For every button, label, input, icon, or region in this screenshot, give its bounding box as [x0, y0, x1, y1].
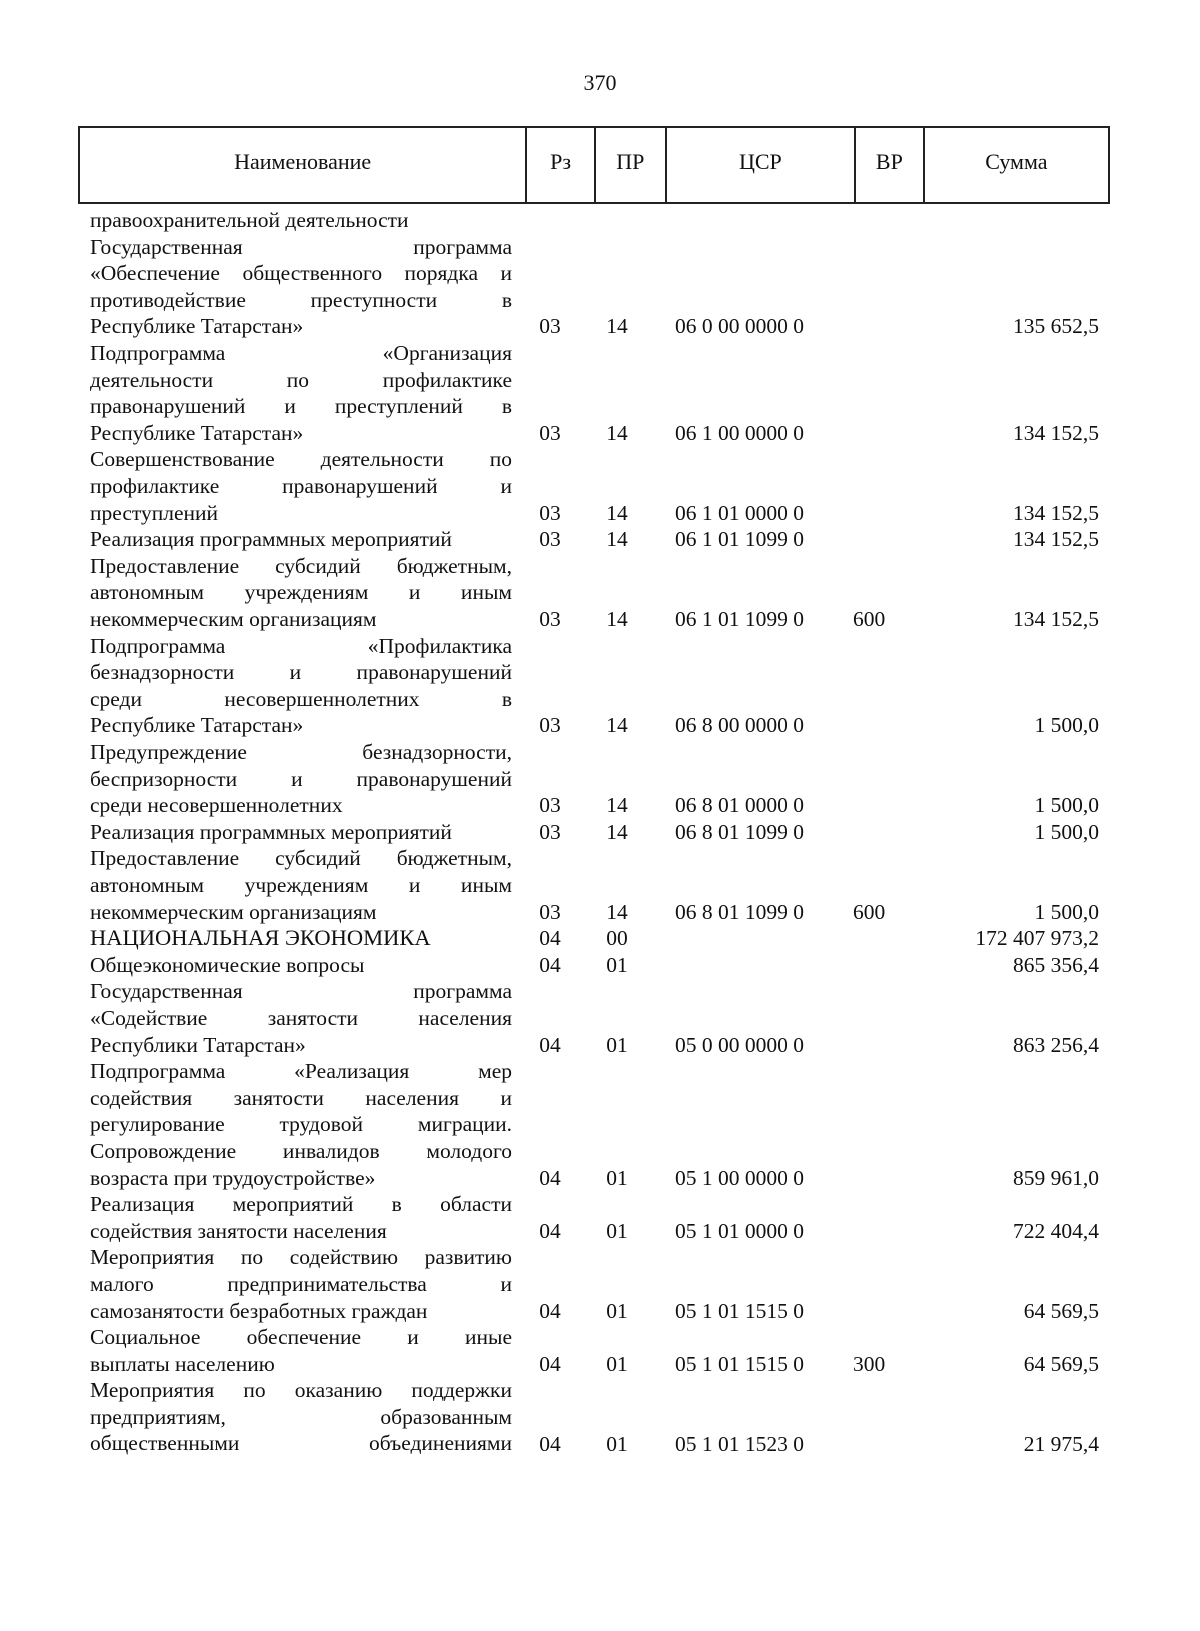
row-name-line: предприятиям, образованным [90, 1404, 512, 1429]
row-pr: 00 [606, 926, 628, 951]
row-name [90, 446, 512, 526]
row-name [90, 1377, 512, 1457]
row-rz: 03 [539, 713, 561, 738]
page-number: 370 [583, 70, 617, 95]
table-row [0, 819, 1200, 846]
row-name-line: Предоставление субсидий бюджетным, [90, 846, 512, 871]
table-row [0, 207, 1200, 234]
row-name-line: Республике Татарстан» [90, 314, 304, 339]
row-name-line: деятельности по профилактике [90, 367, 512, 392]
row-name-line: среди несовершеннолетних [90, 793, 343, 818]
row-sum: 1 500,0 [1034, 793, 1099, 818]
table-row [0, 1191, 1200, 1244]
row-name [90, 1324, 512, 1377]
row-name-line: регулирование трудовой миграции. [90, 1112, 512, 1137]
row-sum: 134 152,5 [1013, 606, 1099, 631]
row-pr: 01 [606, 952, 628, 977]
row-name [90, 1244, 512, 1324]
row-rz: 04 [539, 1218, 561, 1243]
row-sum: 135 652,5 [1013, 314, 1099, 339]
row-pr: 01 [606, 1165, 628, 1190]
row-csr: 05 1 01 1515 0 [675, 1298, 804, 1323]
table-row [0, 845, 1200, 925]
row-sum: 64 569,5 [1023, 1351, 1099, 1376]
budget-table-body [0, 207, 1200, 1457]
row-name-line: Общеэкономические вопросы [90, 952, 365, 977]
row-rz: 04 [539, 1298, 561, 1323]
row-name [90, 952, 512, 979]
header-csr: ЦСР [667, 128, 856, 202]
row-name [90, 925, 512, 952]
row-rz: 04 [539, 1165, 561, 1190]
row-name-line: правонарушений и преступлений в [90, 394, 512, 419]
row-name [90, 1191, 512, 1244]
table-row [0, 340, 1200, 446]
row-name [90, 1058, 512, 1191]
row-vr: 300 [853, 1351, 886, 1376]
row-sum: 722 404,4 [1013, 1218, 1099, 1243]
table-row [0, 925, 1200, 952]
row-pr: 14 [606, 606, 628, 631]
row-name-line: Подпрограмма «Организация [90, 340, 512, 365]
row-name [90, 845, 512, 925]
row-name-line: Сопровождение инвалидов молодого [90, 1138, 512, 1163]
header-vr: ВР [856, 128, 925, 202]
row-pr: 14 [606, 819, 628, 844]
row-rz: 04 [539, 1351, 561, 1376]
row-name-line: автономным учреждениям и иным [90, 580, 512, 605]
row-pr: 01 [606, 1351, 628, 1376]
row-rz: 03 [539, 606, 561, 631]
row-name [90, 553, 512, 633]
row-pr: 14 [606, 899, 628, 924]
row-name-line: Предоставление субсидий бюджетным, [90, 553, 512, 578]
row-name-line: содействия занятости населения и [90, 1085, 512, 1110]
row-sum: 859 961,0 [1013, 1165, 1099, 1190]
row-name [90, 978, 512, 1058]
table-row [0, 952, 1200, 979]
row-name-line: противодействие преступности в [90, 287, 512, 312]
row-csr: 06 8 01 0000 0 [675, 793, 804, 818]
row-name [90, 234, 512, 340]
row-name-line: «Содействие занятости населения [90, 1005, 512, 1030]
header-rz: Рз [527, 128, 596, 202]
row-csr: 06 8 01 1099 0 [675, 819, 804, 844]
row-name-line: некоммерческим организациям [90, 606, 377, 631]
row-csr: 06 8 00 0000 0 [675, 713, 804, 738]
row-sum: 21 975,4 [1023, 1431, 1099, 1456]
table-header [78, 126, 1110, 204]
row-csr: 06 0 00 0000 0 [675, 314, 804, 339]
row-sum: 1 500,0 [1034, 899, 1099, 924]
row-name-line: выплаты населению [90, 1351, 275, 1376]
row-name-line: малого предпринимательства и [90, 1271, 512, 1296]
row-name-line: Мероприятия по оказанию поддержки [90, 1378, 512, 1403]
row-name-line: Республике Татарстан» [90, 420, 304, 445]
row-name-line: Реализация программных мероприятий [90, 527, 452, 552]
row-pr: 14 [606, 314, 628, 339]
row-sum: 172 407 973,2 [975, 926, 1099, 951]
row-name-line: профилактике правонарушений и [90, 473, 512, 498]
row-pr: 01 [606, 1431, 628, 1456]
table-row [0, 446, 1200, 526]
row-csr: 05 0 00 0000 0 [675, 1032, 804, 1057]
row-vr: 600 [853, 606, 886, 631]
table-row [0, 1377, 1200, 1457]
row-csr: 06 1 01 0000 0 [675, 500, 804, 525]
row-vr: 600 [853, 899, 886, 924]
table-row [0, 978, 1200, 1058]
table-row [0, 234, 1200, 340]
row-name-line: некоммерческим организациям [90, 899, 377, 924]
row-pr: 14 [606, 420, 628, 445]
header-pr: ПР [596, 128, 667, 202]
row-name-line: Республике Татарстан» [90, 713, 304, 738]
row-rz [535, 207, 565, 234]
row-name-line: самозанятости безработных граждан [90, 1298, 428, 1323]
row-name-line: «Обеспечение общественного порядка и [90, 261, 512, 286]
row-rz: 04 [539, 952, 561, 977]
row-rz: 04 [539, 1032, 561, 1057]
row-rz: 03 [539, 527, 561, 552]
row-rz: 03 [539, 793, 561, 818]
table-row [0, 1244, 1200, 1324]
row-name-line: безнадзорности и правонарушений [90, 660, 512, 685]
row-name-line: Подпрограмма «Профилактика [90, 633, 512, 658]
row-sum: 1 500,0 [1034, 713, 1099, 738]
row-rz: 03 [539, 420, 561, 445]
table-row [0, 1058, 1200, 1191]
row-csr: 06 1 01 1099 0 [675, 527, 804, 552]
row-rz: 03 [539, 899, 561, 924]
row-sum: 134 152,5 [1013, 500, 1099, 525]
row-name-line: беспризорности и правонарушений [90, 766, 512, 791]
row-name-line: Подпрограмма «Реализация мер [90, 1059, 512, 1084]
row-csr: 05 1 00 0000 0 [675, 1165, 804, 1190]
row-rz: 03 [539, 819, 561, 844]
row-sum: 863 256,4 [1013, 1032, 1099, 1057]
row-name-line: преступлений [90, 500, 219, 525]
row-name-line: Реализация программных мероприятий [90, 819, 452, 844]
row-name-line: НАЦИОНАЛЬНАЯ ЭКОНОМИКА [90, 925, 431, 951]
header-sum: Сумма [985, 149, 1048, 174]
row-csr: 06 8 01 1099 0 [675, 899, 804, 924]
row-name-line: автономным учреждениям и иным [90, 872, 512, 897]
row-rz: 04 [539, 926, 561, 951]
row-name-line: Предупреждение безнадзорности, [90, 739, 512, 764]
row-pr: 14 [606, 527, 628, 552]
row-name-line: среди несовершеннолетних в [90, 686, 512, 711]
row-name [90, 633, 512, 739]
row-rz: 04 [539, 1431, 561, 1456]
row-name-line: общественными объединениями [90, 1431, 512, 1456]
row-csr: 06 1 01 1099 0 [675, 606, 804, 631]
table-row [0, 1324, 1200, 1377]
table-row [0, 739, 1200, 819]
row-pr: 01 [606, 1298, 628, 1323]
row-pr: 14 [606, 500, 628, 525]
row-name [90, 340, 512, 446]
table-row [0, 553, 1200, 633]
row-pr: 01 [606, 1032, 628, 1057]
row-sum: 1 500,0 [1034, 819, 1099, 844]
row-name-line: Государственная программа [90, 234, 512, 259]
row-pr [600, 207, 634, 234]
row-name-line: Мероприятия по содействию развитию [90, 1245, 512, 1270]
header-name: Наименование [80, 128, 527, 202]
row-name-line: содействия занятости населения [90, 1218, 387, 1243]
row-name-line: Государственная программа [90, 979, 512, 1004]
row-csr: 05 1 01 0000 0 [675, 1218, 804, 1243]
row-name [90, 207, 512, 234]
row-name [90, 819, 512, 846]
table-row [0, 633, 1200, 739]
row-name [90, 526, 512, 553]
row-csr: 05 1 01 1523 0 [675, 1431, 804, 1456]
row-name-line: Республики Татарстан» [90, 1032, 306, 1057]
row-sum: 134 152,5 [1013, 420, 1099, 445]
row-sum: 64 569,5 [1023, 1298, 1099, 1323]
row-name-line: Социальное обеспечение и иные [90, 1325, 512, 1350]
row-rz: 03 [539, 500, 561, 525]
table-row [0, 526, 1200, 553]
row-sum: 134 152,5 [1013, 527, 1099, 552]
row-pr: 14 [606, 793, 628, 818]
row-csr: 06 1 00 0000 0 [675, 420, 804, 445]
row-name-line: Реализация мероприятий в области [90, 1192, 512, 1217]
row-name-line: возраста при трудоустройстве» [90, 1165, 376, 1190]
row-pr: 14 [606, 713, 628, 738]
row-rz: 03 [539, 314, 561, 339]
row-sum: 865 356,4 [1013, 952, 1099, 977]
row-name-line: Совершенствование деятельности по [90, 447, 512, 472]
row-csr: 05 1 01 1515 0 [675, 1351, 804, 1376]
row-name [90, 739, 512, 819]
row-pr: 01 [606, 1218, 628, 1243]
row-name-line: правоохранительной деятельности [90, 208, 409, 232]
